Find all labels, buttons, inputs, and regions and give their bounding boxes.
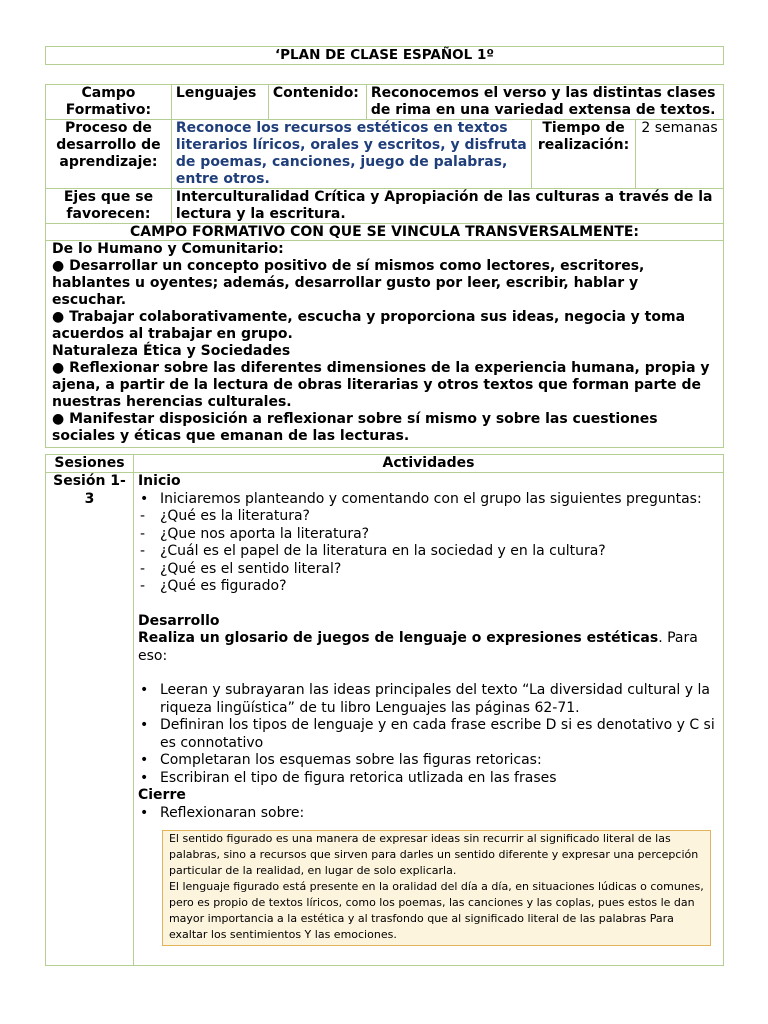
plan-title: ‘PLAN DE CLASE ESPAÑOL 1º [46,47,724,65]
tiempo-value: 2 semanas [636,120,724,189]
transversal-item: ● Trabajar colaborativamente, escucha y proporciona sus ideas, negocia y toma acuerdos al trabajar en grupo. [52,309,686,342]
list-item: • Completaran los esquemas sobre las figuras retoricas: [139,752,542,768]
ejes-label: Ejes que se favorecen: [46,189,172,224]
transversal-header: CAMPO FORMATIVO CON QUE SE VINCULA TRANSVERSALMENTE: [46,224,724,241]
transversal-heading: De lo Humano y Comunitario: [52,241,284,257]
proceso-label: Proceso de desarrollo de aprendizaje: [46,120,172,189]
transversal-item: ● Desarrollar un concepto positivo de sí mismos como lectores, escritores, hablantes u oyentes; además, desarrollar gusto por leer, escribir, hablar y escuchar. [52,258,645,308]
question-item: - ¿Qué es figurado? [139,578,287,594]
tiempo-label: Tiempo de realización: [532,120,636,189]
question-item: - ¿Qué es el sentido literal? [139,560,342,577]
question-item: - ¿Cuál es el papel de la literatura en la sociedad y en la cultura? [139,543,606,559]
reflection-box [162,830,711,946]
col-sesiones-header: Sesiones [46,455,134,473]
contenido-label: Contenido: [268,85,366,120]
campo-value: Lenguajes [171,85,268,120]
list-item: • Escribiran el tipo de figura retorica utlizada en las frases [139,769,557,786]
list-item: • Definiran los tipos de lenguaje y en cada frase escribe D si es denotativo y C si es connotativo [139,717,715,751]
desarrollo-intro: Realiza un glosario de juegos de lenguaje o expresiones estéticas. Para eso: [137,630,698,664]
session-label: Sesión 1-3 [46,473,134,966]
list-item: • Leeran y subrayaran las ideas principales del texto “La diversidad cultural y la riqueza lingüística” de tu libro Lenguajes las páginas 62-71. [139,682,710,716]
question-item: - ¿Qué es la literatura? [139,508,310,524]
transversal-item: ● Reflexionar sobre las diferentes dimensiones de la experiencia humana, propia y ajena, a partir de la lectura de obras literarias y otros textos que forman parte de nuestras herencias culturales. [52,360,710,410]
info-table [45,84,724,448]
ejes-value: Interculturalidad Crítica y Apropiación de las culturas a través de la lectura y la escritura. [171,189,723,224]
activities-table [45,454,724,966]
activities-body [133,473,723,966]
desarrollo-title: Desarrollo [137,612,220,629]
contenido-value: Reconocemos el verso y las distintas clases de rima en una variedad extensa de textos. [366,85,723,120]
list-item: • Reflexionaran sobre: [139,804,305,821]
cierre-title: Cierre [137,787,186,803]
transversal-heading: Naturaleza Ética y Sociedades [52,343,291,359]
cierre-list [138,805,719,823]
proceso-value: Reconoce los recursos estéticos en textos literarios líricos, orales y escritos, y disfruta de poemas, canciones, juego de palabras, entre otros. [171,120,531,189]
list-item: • Iniciaremos planteando y comentando con el grupo las siguientes preguntas: [139,490,702,507]
question-item: - ¿Que nos aporta la literatura? [139,525,370,542]
inicio-list [138,491,719,596]
campo-label: Campo Formativo: [46,85,172,120]
desarrollo-list [138,682,719,787]
col-actividades-header: Actividades [133,455,723,473]
reflection-paragraph: El lenguaje figurado está presente en la oralidad del día a día, en situaciones lúdicas o comunes, pero es propio de textos líricos, como los poemas, las canciones y las coplas, pues estos le dan mayor importancia a la estética y al trasfondo que al significado literal de las palabras Para exaltar los sentimientos Y las emociones. [168,880,704,941]
transversal-item: ● Manifestar disposición a reflexionar sobre sí mismo y sobre las cuestiones sociales y éticas que emanan de las lecturas. [52,411,658,444]
reflection-paragraph: El sentido figurado es una manera de expresar ideas sin recurrir al significado literal de las palabras, sino a recursos que sirven para darles un sentido diferente y expresar una percepción particular de la realidad, en lugar de solo explicarla. [168,832,699,877]
inicio-title: Inicio [137,473,181,489]
transversal-body [46,241,724,448]
title-table [45,46,724,65]
